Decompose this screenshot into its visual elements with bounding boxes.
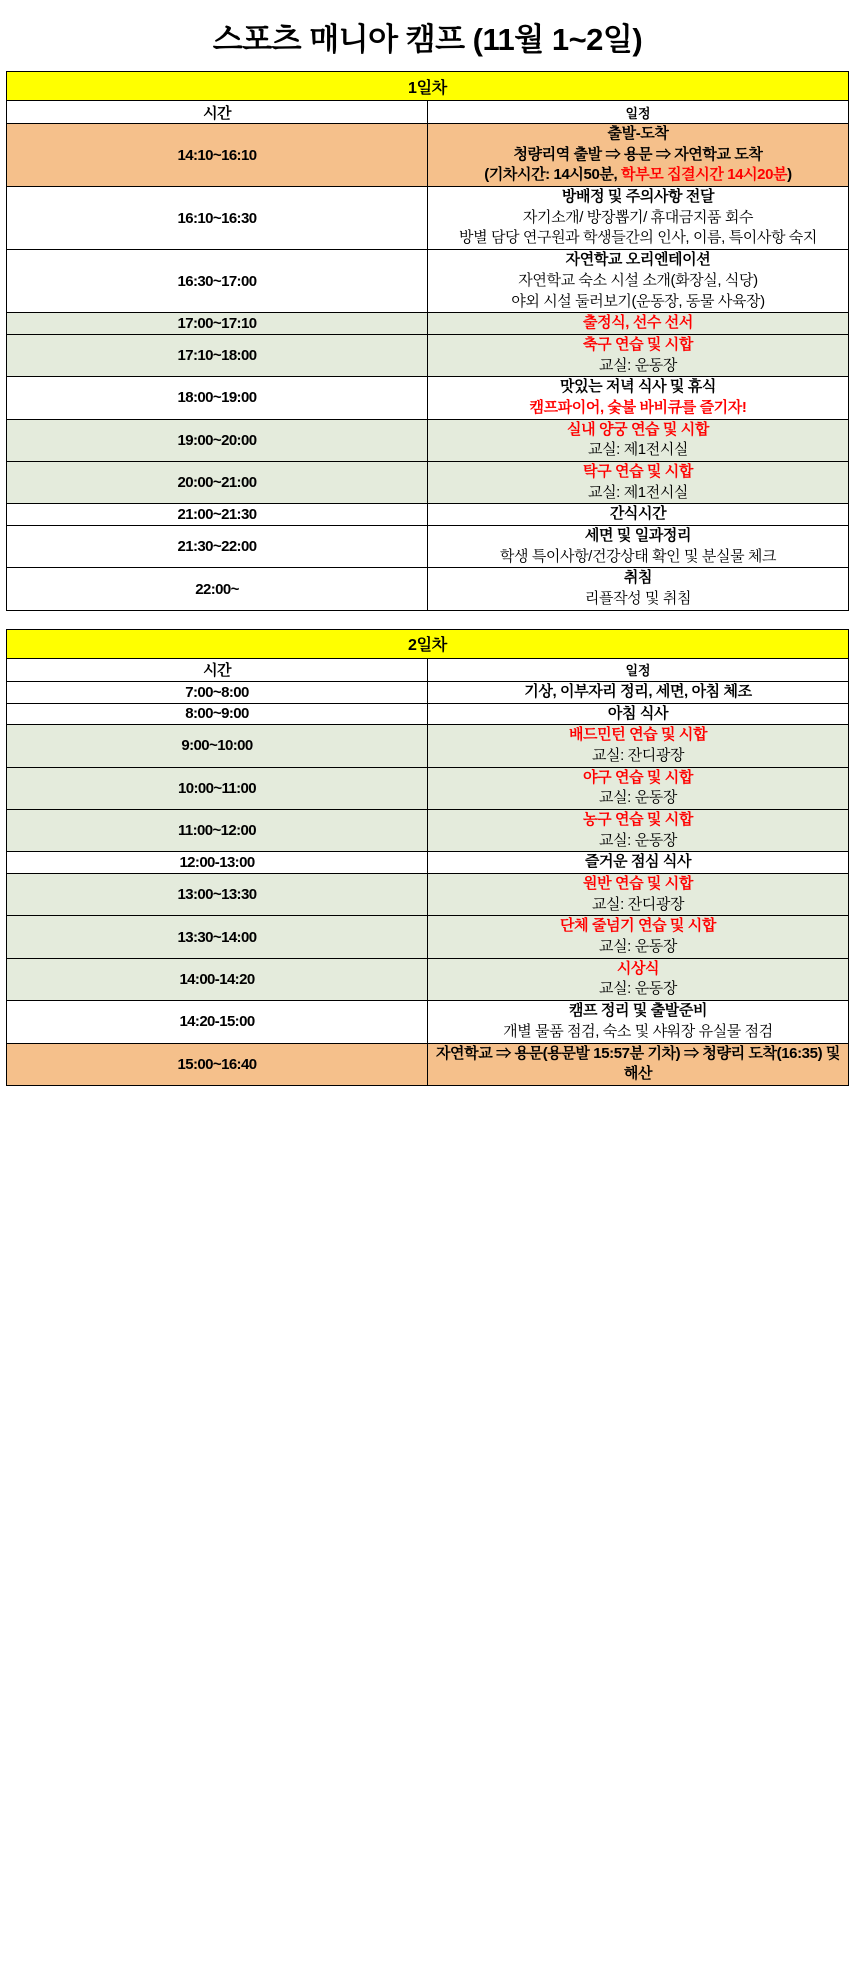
table-row bbox=[7, 334, 849, 376]
time-cell: 18:00~19:00 bbox=[7, 377, 428, 419]
table-row bbox=[7, 526, 849, 568]
day1-schedule-table bbox=[6, 71, 849, 611]
time-cell: 22:00~ bbox=[7, 568, 428, 610]
time-cell: 12:00-13:00 bbox=[7, 852, 428, 874]
table-row bbox=[7, 767, 849, 809]
schedule-line: 방배정 및 주의사항 전달 bbox=[561, 188, 715, 206]
schedule-line: 교실: 운동장 bbox=[599, 938, 677, 956]
time-cell: 17:10~18:00 bbox=[7, 334, 428, 376]
time-cell: 17:00~17:10 bbox=[7, 313, 428, 335]
schedule-cell bbox=[428, 313, 849, 335]
time-cell: 10:00~11:00 bbox=[7, 767, 428, 809]
schedule-line: 배드민턴 연습 및 시합 bbox=[568, 726, 708, 744]
schedule-line-segment: ) bbox=[787, 166, 792, 184]
day1-banner-label: 1일차 bbox=[7, 72, 849, 101]
time-cell: 11:00~12:00 bbox=[7, 809, 428, 851]
schedule-line: 시상식 bbox=[616, 959, 660, 977]
schedule-cell bbox=[428, 681, 849, 703]
table-spacer bbox=[6, 611, 849, 629]
schedule-line: 실내 양궁 연습 및 시합 bbox=[567, 420, 709, 438]
day1-banner-row bbox=[7, 72, 849, 101]
table-row bbox=[7, 568, 849, 610]
schedule-line: 자연학교 오리엔테이션 bbox=[565, 251, 711, 269]
schedule-cell bbox=[428, 124, 849, 187]
schedule-cell bbox=[428, 250, 849, 313]
time-cell: 14:00-14:20 bbox=[7, 958, 428, 1000]
time-cell: 16:10~16:30 bbox=[7, 187, 428, 250]
table-row bbox=[7, 958, 849, 1000]
time-cell: 20:00~21:00 bbox=[7, 462, 428, 504]
schedule-line: 개별 물품 점검, 숙소 및 샤워장 유실물 점검 bbox=[503, 1022, 773, 1040]
schedule-cell bbox=[428, 852, 849, 874]
schedule-line: 자연학교 숙소 시설 소개(화장실, 식당) bbox=[518, 271, 758, 289]
schedule-line: 야외 시설 둘러보기(운동장, 동물 사육장) bbox=[511, 292, 765, 310]
schedule-cell bbox=[428, 703, 849, 725]
schedule-line: 방별 담당 연구원과 학생들간의 인사, 이름, 특이사항 숙지 bbox=[459, 229, 817, 247]
time-cell: 13:30~14:00 bbox=[7, 916, 428, 958]
schedule-line: 교실: 운동장 bbox=[599, 356, 677, 374]
schedule-cell bbox=[428, 874, 849, 916]
table-row bbox=[7, 725, 849, 767]
schedule-line: 교실: 운동장 bbox=[599, 980, 677, 998]
schedule-cell bbox=[428, 809, 849, 851]
schedule-cell bbox=[428, 725, 849, 767]
time-cell: 21:00~21:30 bbox=[7, 504, 428, 526]
day1-schedule-column-header: 일정 bbox=[428, 101, 849, 124]
schedule-cell bbox=[428, 1001, 849, 1043]
schedule-line: 교실: 제1전시실 bbox=[587, 441, 689, 459]
schedule-line: 간식시간 bbox=[609, 505, 667, 523]
schedule-line: 교실: 운동장 bbox=[599, 831, 677, 849]
time-cell: 14:10~16:10 bbox=[7, 124, 428, 187]
day1-column-header-row bbox=[7, 101, 849, 124]
schedule-cell bbox=[428, 958, 849, 1000]
time-cell: 8:00~9:00 bbox=[7, 703, 428, 725]
schedule-line: 자기소개/ 방장뽑기/ 휴대금지품 회수 bbox=[522, 208, 754, 226]
schedule-line: 원반 연습 및 시합 bbox=[583, 875, 693, 892]
table-row bbox=[7, 809, 849, 851]
schedule-line: 교실: 잔디광장 bbox=[591, 895, 685, 913]
schedule-line bbox=[428, 165, 848, 186]
day2-banner-label: 2일차 bbox=[7, 629, 849, 658]
schedule-cell bbox=[428, 377, 849, 419]
schedule-line-segment: 학부모 집결시간 14시20분 bbox=[621, 166, 788, 184]
schedule-line: 단체 줄넘기 연습 및 시합 bbox=[560, 917, 716, 935]
schedule-line: 기상, 이부자리 정리, 세면, 아침 체조 bbox=[524, 682, 752, 700]
schedule-line: 자연학교 ⇒ 용문(용문발 15:57분 기차) ⇒ 청량리 도착(16:35) 및 해산 bbox=[435, 1044, 841, 1083]
schedule-cell bbox=[428, 767, 849, 809]
schedule-cell bbox=[428, 526, 849, 568]
page-title: 스포츠 매니아 캠프 (11월 1~2일) bbox=[212, 22, 643, 57]
table-row bbox=[7, 1043, 849, 1085]
day1-time-column-header: 시간 bbox=[7, 101, 428, 124]
schedule-line: 축구 연습 및 시합 bbox=[583, 335, 693, 353]
table-row bbox=[7, 504, 849, 526]
schedule-cell bbox=[428, 1043, 849, 1085]
table-row bbox=[7, 852, 849, 874]
day2-rows bbox=[7, 681, 849, 1085]
schedule-line: 학생 특이사항/건강상태 확인 및 분실물 체크 bbox=[499, 547, 777, 565]
table-row bbox=[7, 187, 849, 250]
table-row bbox=[7, 874, 849, 916]
table-row bbox=[7, 313, 849, 335]
schedule-line: 야구 연습 및 시합 bbox=[583, 768, 693, 786]
table-row bbox=[7, 377, 849, 419]
schedule-cell bbox=[428, 419, 849, 461]
schedule-line: 교실: 잔디광장 bbox=[591, 746, 685, 764]
time-cell: 13:00~13:30 bbox=[7, 874, 428, 916]
schedule-line-segment: (기차시간: 14시50분, bbox=[484, 166, 622, 184]
schedule-line: 출발-도착 bbox=[607, 125, 669, 142]
schedule-line: 취침 bbox=[623, 569, 653, 587]
schedule-cell bbox=[428, 187, 849, 250]
table-row bbox=[7, 124, 849, 187]
schedule-line: 청량리역 출발 ⇒ 용문 ⇒ 자연학교 도착 bbox=[513, 145, 763, 163]
schedule-cell bbox=[428, 462, 849, 504]
schedule-line: 농구 연습 및 시합 bbox=[583, 810, 693, 828]
table-row bbox=[7, 681, 849, 703]
day2-column-header-row bbox=[7, 658, 849, 681]
schedule-line: 맛있는 저녁 식사 및 휴식 bbox=[560, 378, 716, 396]
table-row bbox=[7, 419, 849, 461]
table-row bbox=[7, 250, 849, 313]
day2-schedule-table bbox=[6, 629, 849, 1086]
schedule-line: 세면 및 일과정리 bbox=[584, 527, 692, 545]
table-row bbox=[7, 1001, 849, 1043]
day2-banner-row bbox=[7, 629, 849, 658]
schedule-cell bbox=[428, 568, 849, 610]
schedule-line: 즐거운 점심 식사 bbox=[584, 853, 692, 871]
schedule-line: 교실: 운동장 bbox=[599, 789, 677, 807]
time-cell: 21:30~22:00 bbox=[7, 526, 428, 568]
time-cell: 15:00~16:40 bbox=[7, 1043, 428, 1085]
time-cell: 7:00~8:00 bbox=[7, 681, 428, 703]
day2-schedule-column-header: 일정 bbox=[428, 658, 849, 681]
time-cell: 16:30~17:00 bbox=[7, 250, 428, 313]
schedule-cell bbox=[428, 504, 849, 526]
table-row bbox=[7, 916, 849, 958]
schedule-line: 캠프파이어, 숯불 바비큐를 즐기자! bbox=[529, 398, 747, 416]
schedule-line: 리플작성 및 취침 bbox=[584, 590, 692, 608]
day2-time-column-header: 시간 bbox=[7, 658, 428, 681]
table-row bbox=[7, 462, 849, 504]
day1-rows bbox=[7, 124, 849, 611]
schedule-line: 캠프 정리 및 출발준비 bbox=[568, 1002, 708, 1020]
schedule-cell bbox=[428, 334, 849, 376]
schedule-line: 탁구 연습 및 시합 bbox=[583, 463, 693, 480]
schedule-line: 출정식, 선수 선서 bbox=[583, 314, 693, 332]
time-cell: 9:00~10:00 bbox=[7, 725, 428, 767]
schedule-cell bbox=[428, 916, 849, 958]
time-cell: 14:20-15:00 bbox=[7, 1001, 428, 1043]
schedule-line: 아침 식사 bbox=[607, 704, 669, 722]
schedule-line: 교실: 제1전시실 bbox=[587, 483, 689, 501]
table-row bbox=[7, 703, 849, 725]
time-cell: 19:00~20:00 bbox=[7, 419, 428, 461]
